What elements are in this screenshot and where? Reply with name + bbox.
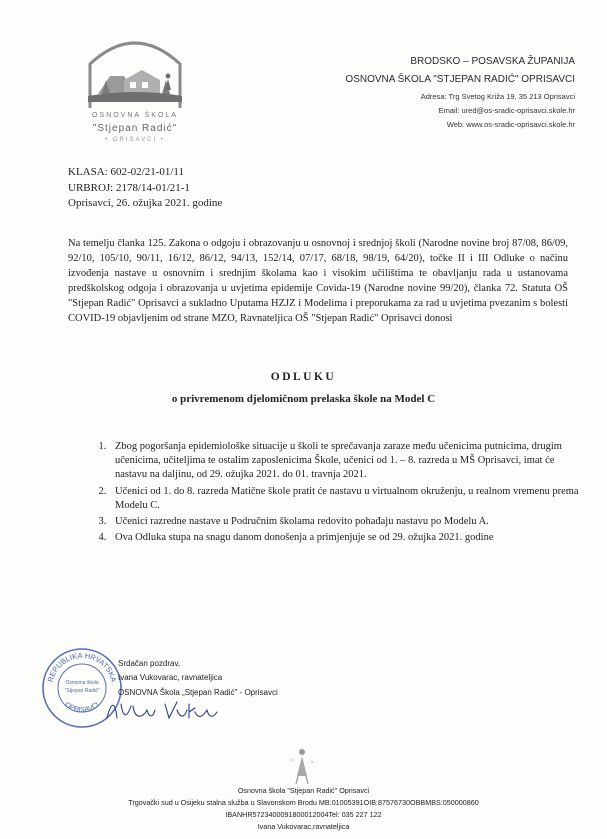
footer-logo	[284, 746, 320, 788]
svg-text:REPUBLIKA HRVATSKA: REPUBLIKA HRVATSKA	[45, 650, 119, 684]
footer-director: Ivana Vukovarac,ravnateljica	[257, 822, 350, 831]
decision-item: 3. Učenici razredne nastave u Područnim školama redovito pohađaju nastavu po Modelu A.	[109, 515, 579, 529]
logo-line-3: • ORISAVCI •	[105, 137, 165, 143]
svg-text:Osnovna škola: Osnovna škola	[65, 680, 99, 686]
urbroj-line: URBROJ: 2178/14-01/21-1	[68, 182, 190, 194]
logo-line-1: OSNOVNA ŠKOLA	[92, 112, 178, 119]
signer-school: OSNOVNA Škola „Stjepan Radić" - Oprisavci	[118, 688, 278, 697]
footer-iban: IBANHR5723400091800012004Tel: 035 227 122	[225, 810, 382, 819]
svg-text:"Stjepan Radić": "Stjepan Radić"	[64, 688, 100, 694]
greeting: Srdačan pozdrav,	[118, 659, 181, 668]
signer-name: Ivana Vukovarac, ravnateljica	[118, 673, 223, 682]
klasa-line: KLASA: 602-02/21-01/11	[68, 166, 185, 178]
school-address: Adresa: Trg Svetog Križa 19, 35 213 Oprisavci	[420, 92, 575, 101]
decision-subtitle: o privremenom djelomičnom prelaska škole na Model C	[171, 393, 436, 405]
decision-item: 4. Ova Odluka stupa na snagu danom donošenja a primjenjuje se od 29. ožujka 2021. godine	[109, 531, 579, 545]
decision-item: 2. Učenici od 1. do 8. razreda Matične škole pratit će nastavu u virtualnom okruženju, u realnom vremenu prema Modelu C.	[109, 485, 579, 513]
school-web: Web: www.os-sradic-oprisavci.skole.hr	[446, 120, 575, 129]
decision-title: ODLUKU	[270, 371, 337, 383]
place-date: Oprisavci, 26. ožujka 2021. godine	[68, 197, 223, 209]
decision-item: 1. Zbog pogoršanja epidemiološke situacije u školi te sprečavanja zaraze među učenicima putnicima, drugim učenicima, učiteljima te ostalim zaposlenicima Škole, učenici od 1. – 8. razreda u MŠ Oprisavci, imat će nastavu na daljinu, od 29. ožujka 2021. do 01. travnja 2021.	[109, 440, 579, 483]
footer-school: Osnovna škola "Stjepan Radić" Oprisavci	[237, 786, 370, 795]
footer-court: Trgovački sud u Osijeku stalna služba u Slavonskom Brodu MB:01005391OIB:87576730OBBMBS:050000860	[128, 798, 479, 807]
county-name: BRODSKO – POSAVSKA ŽUPANIJA	[410, 56, 575, 67]
svg-text:OPRISAVCI: OPRISAVCI	[63, 701, 101, 714]
decision-items	[82, 440, 579, 547]
intro-paragraph: Na temelju članka 125. Zakona o odgoju i obrazovanju u osnovnoj i srednjoj školi (Narodne novine broj 87/08, 86/09, 92/10, 105/10, 90/11, 16/12, 86/12, 94/13, 152/14, 07/17, 68/18, 98/19, 64/20), točke II i III Odluke o načinu izvođenja nastave u osnovnim i srednjim školama kao i visokim učilištima te obavljanju rada u ustanovama predškolskog odgoja i obrazovanja u uvjetima epidemije Covida-19 (Narodne novine 99/20), članka 72. Statuta OŠ "Stjepan Radić" Oprisavci a sukladno Uputama HZJZ i Modelima i preporukama za rad u uvjetima pvezanim s bolesti COVID-19 objavljenim od strane MZO, Ravnateljica OŠ "Stjepan Radić" Oprisavci donosi	[68, 238, 568, 324]
logo-line-2: "Stjepan Radić"	[92, 123, 178, 134]
school-name: OSNOVNA ŠKOLA "STJEPAN RADIĆ" OPRISAVCI	[345, 74, 575, 85]
school-email: Email: ured@os-sradic-oprisavci.skole.hr	[438, 106, 575, 115]
handwritten-signature	[103, 696, 223, 731]
